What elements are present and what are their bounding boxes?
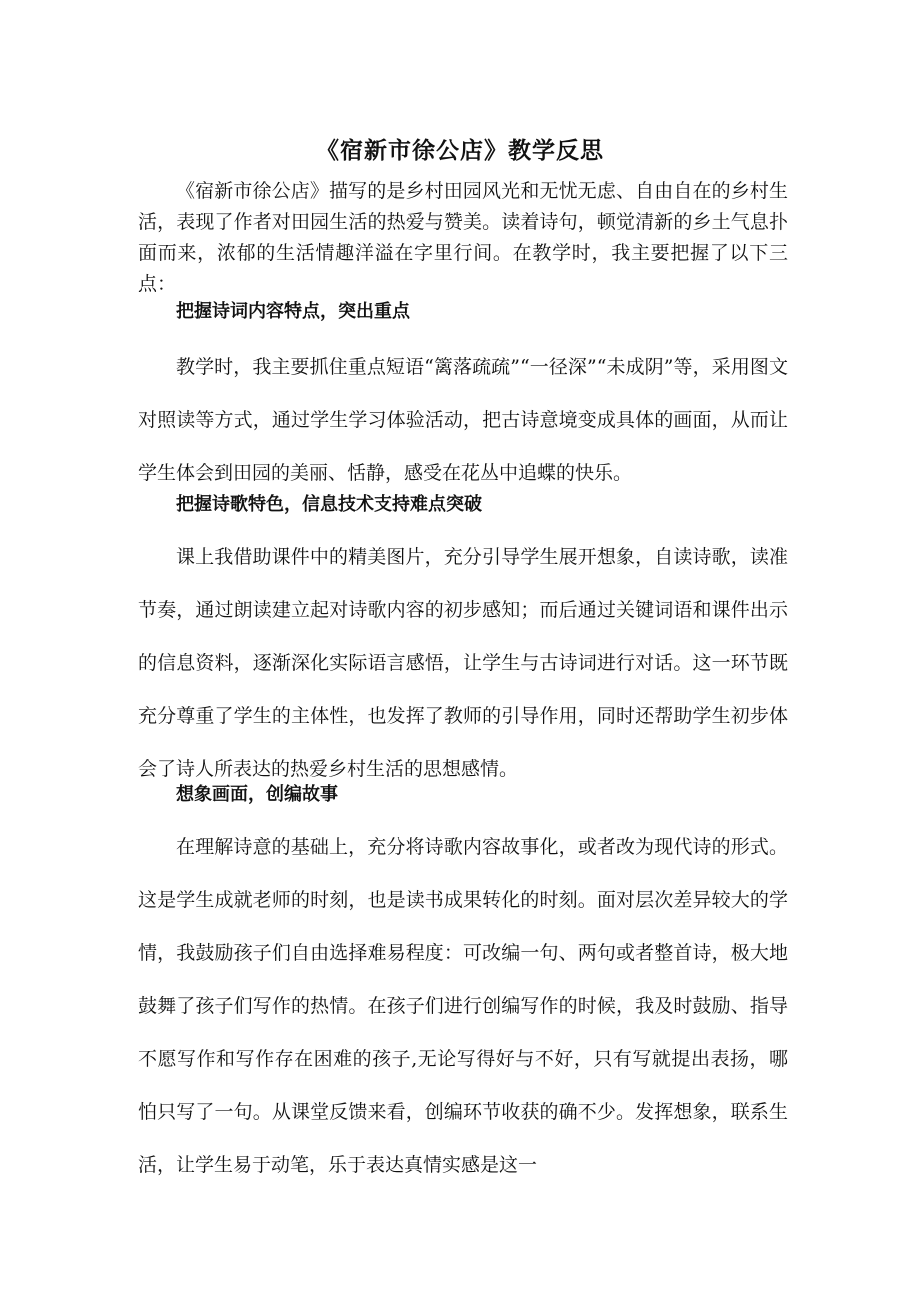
section-heading-3: 想象画面，创编故事 xyxy=(176,784,338,805)
section-heading-1: 把握诗词内容特点，突出重点 xyxy=(176,301,410,322)
intro-paragraph: 《宿新市徐公店》描写的是乡村田园风光和无忧无虑、自由自在的乡村生活，表现了作者对田园生活的热爱与赞美。读着诗句，顿觉清新的乡土气息扑面而来，浓郁的生活情趣洋溢在字里行间。在教学时，我主要把握了以下三点： xyxy=(138,180,788,295)
section-heading-2: 把握诗歌特色，信息技术支持难点突破 xyxy=(176,494,482,515)
section-paragraph-2: 课上我借助课件中的精美图片，充分引导学生展开想象，自读诗歌，读准节奏，通过朗读建立起对诗歌内容的初步感知；而后通过关键词语和课件出示的信息资料，逐渐深化实际语言感悟，让学生与古诗词进行对话。这一环节既充分尊重了学生的主体性，也发挥了教师的引导作用，同时还帮助学生初步体会了诗人所表达的热爱乡村生活的思想感情。 xyxy=(138,546,788,780)
section-paragraph-1: 教学时，我主要抓住重点短语“篱落疏疏”“一径深”“未成阴”等，采用图文对照读等方式，通过学生学习体验活动，把古诗意境变成具体的画面，从而让学生体会到田园的美丽、恬静，感受在花丛中追蝶的快乐。 xyxy=(138,356,788,484)
section-paragraph-3: 在理解诗意的基础上，充分将诗歌内容故事化，或者改为现代诗的形式。这是学生成就老师的时刻，也是读书成果转化的时刻。面对层次差异较大的学情，我鼓励孩子们自由选择难易程度：可改编一句、两句或者整首诗，极大地鼓舞了孩子们写作的热情。在孩子们进行创编写作的时候，我及时鼓励、指导不愿写作和写作存在困难的孩子,无论写得好与不好，只有写就提出表扬，哪怕只写了一句。从课堂反馈来看，创编环节收获的确不少。发挥想象，联系生活，让学生易于动笔，乐于表达真情实感是这一 xyxy=(138,836,788,1176)
document-title: 《宿新市徐公店》教学反思 xyxy=(316,137,604,165)
